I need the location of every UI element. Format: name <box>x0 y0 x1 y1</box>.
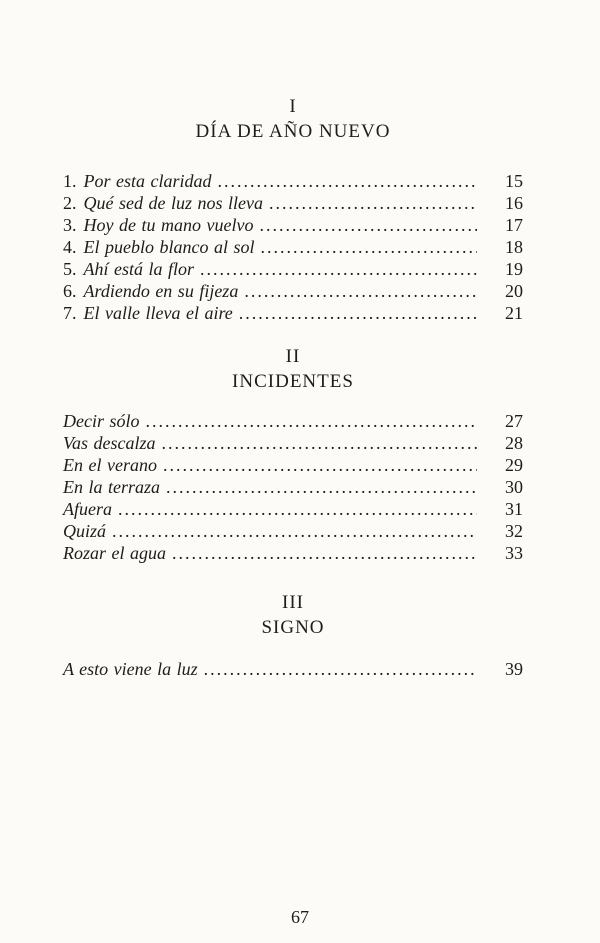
dot-leader <box>163 454 477 476</box>
section-title: INCIDENTES <box>232 371 354 392</box>
section-numeral: I <box>289 96 297 117</box>
dot-leader <box>162 432 478 454</box>
entry-title: Quizá <box>63 521 107 541</box>
entry-title: Rozar el agua <box>63 543 166 563</box>
page-number: 67 <box>291 907 309 927</box>
entry-number: 1. <box>63 171 77 191</box>
entry-number: 3. <box>63 215 77 235</box>
entry-page-number: 29 <box>505 455 523 475</box>
section-title: DÍA DE AÑO NUEVO <box>195 121 391 142</box>
toc-entry <box>63 170 523 192</box>
dot-leader <box>118 498 477 520</box>
toc-entry <box>63 454 523 476</box>
entry-number: 5. <box>63 259 77 279</box>
section-entries-3 <box>63 658 523 680</box>
toc-entry <box>63 258 523 280</box>
section-header-1 <box>63 94 523 144</box>
dot-leader <box>260 236 477 258</box>
entry-number: 4. <box>63 237 77 257</box>
dot-leader <box>204 658 477 680</box>
entry-page-number: 18 <box>505 237 523 257</box>
entry-number: 7. <box>63 303 77 323</box>
entry-page-number: 19 <box>505 259 523 279</box>
section-numeral: III <box>282 592 304 613</box>
toc-entry <box>63 432 523 454</box>
toc-entry <box>63 498 523 520</box>
toc-entry <box>63 302 523 324</box>
section-entries-2 <box>63 410 523 564</box>
toc-entry <box>63 520 523 542</box>
entry-page-number: 27 <box>505 411 523 431</box>
toc-entry <box>63 410 523 432</box>
entry-page-number: 16 <box>505 193 523 213</box>
entry-page-number: 20 <box>505 281 523 301</box>
entry-title: Ahí está la flor <box>83 259 194 279</box>
entry-title: En la terraza <box>63 477 161 497</box>
entry-number: 2. <box>63 193 77 213</box>
entry-title: En el verano <box>63 455 157 475</box>
section-numeral: II <box>285 346 301 367</box>
entry-title: Por esta claridad <box>83 171 212 191</box>
dot-leader <box>244 280 477 302</box>
section-title: SIGNO <box>261 617 325 638</box>
dot-leader <box>172 542 477 564</box>
entry-title: Vas descalza <box>63 433 156 453</box>
dot-leader <box>239 302 477 324</box>
dot-leader <box>112 520 477 542</box>
section-entries-1 <box>63 170 523 324</box>
entry-title: El valle lleva el aire <box>83 303 233 323</box>
toc-entry <box>63 192 523 214</box>
entry-page-number: 17 <box>505 215 523 235</box>
entry-title: Decir sólo <box>63 411 140 431</box>
section-header-2 <box>63 344 523 394</box>
entry-page-number: 31 <box>505 499 523 519</box>
entry-page-number: 32 <box>505 521 523 541</box>
entry-page-number: 15 <box>505 171 523 191</box>
entry-title: El pueblo blanco al sol <box>83 237 255 257</box>
entry-page-number: 30 <box>505 477 523 497</box>
entry-page-number: 21 <box>505 303 523 323</box>
dot-leader <box>166 476 477 498</box>
entry-title: Hoy de tu mano vuelvo <box>83 215 254 235</box>
entry-page-number: 39 <box>505 659 523 679</box>
entry-page-number: 33 <box>505 543 523 563</box>
dot-leader <box>259 214 477 236</box>
toc-entry <box>63 658 523 680</box>
toc-entry <box>63 280 523 302</box>
entry-title: Qué sed de luz nos lleva <box>83 193 263 213</box>
entry-page-number: 28 <box>505 433 523 453</box>
dot-leader <box>146 410 478 432</box>
table-of-contents <box>0 94 600 680</box>
section-header-3 <box>63 590 523 640</box>
entry-title: Afuera <box>63 499 112 519</box>
dot-leader <box>200 258 477 280</box>
dot-leader <box>218 170 478 192</box>
toc-entry <box>63 476 523 498</box>
dot-leader <box>269 192 477 214</box>
toc-entry <box>63 236 523 258</box>
entry-title: A esto viene la luz <box>63 659 198 679</box>
toc-entry <box>63 542 523 564</box>
entry-title: Ardiendo en su fijeza <box>83 281 239 301</box>
toc-entry <box>63 214 523 236</box>
entry-number: 6. <box>63 281 77 301</box>
